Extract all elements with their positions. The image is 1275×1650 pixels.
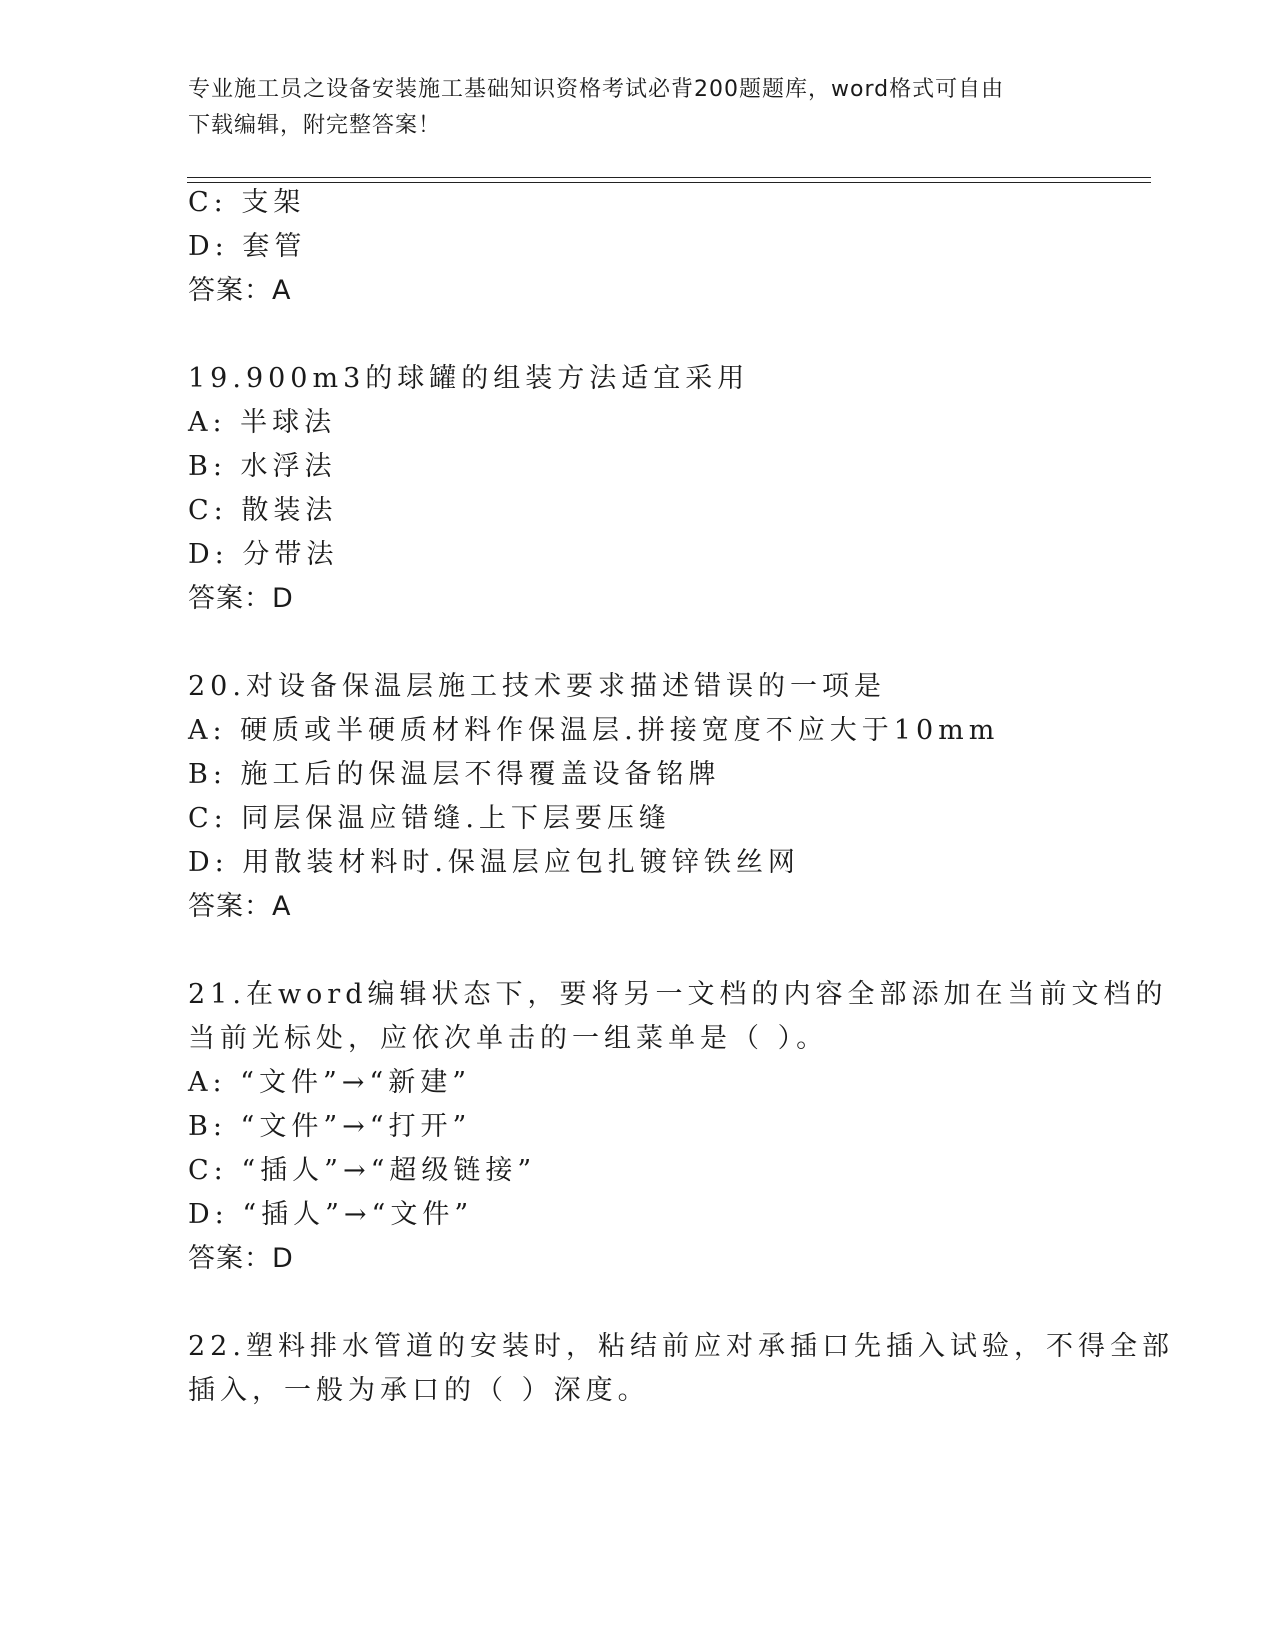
- header-line-2: 下载编辑，附完整答案！: [188, 113, 442, 138]
- q22-stem-line-2: 插入，一般为承口的（ ）深度。: [188, 1375, 650, 1406]
- header-line-1: 专业施工员之设备安装施工基础知识资格考试必背200题题库，word格式可自由: [188, 77, 1005, 102]
- q19-option-b: B: 水浮法: [188, 451, 337, 482]
- q21-option-a: A: “文件”→“新建”: [188, 1067, 472, 1098]
- q19-stem: 19.900m3的球罐的组装方法适宜采用: [188, 363, 750, 394]
- document-header: [188, 72, 1088, 144]
- q21-answer: 答案：D: [188, 1243, 294, 1274]
- q22-stem-line-1: 22.塑料排水管道的安装时，粘结前应对承插口先插入试验，不得全部: [188, 1331, 1174, 1362]
- q21-option-d: D: “插人”→“文件”: [188, 1199, 474, 1230]
- q21-stem-line-2: 当前光标处，应依次单击的一组菜单是（ ）。: [188, 1023, 829, 1054]
- q19-answer: 答案：D: [188, 583, 294, 614]
- q20-option-b: B: 施工后的保温层不得覆盖设备铭牌: [188, 759, 721, 790]
- header-divider-bottom: [187, 182, 1151, 183]
- q19-option-d: D: 分带法: [188, 539, 339, 570]
- q20-option-a: A: 硬质或半硬质材料作保温层.拼接宽度不应大于10mm: [188, 715, 1000, 746]
- q20-stem: 20.对设备保温层施工技术要求描述错误的一项是: [188, 671, 886, 702]
- q20-option-c: C: 同层保温应错缝.上下层要压缝: [188, 803, 671, 834]
- q21-option-b: B: “文件”→“打开”: [188, 1111, 472, 1142]
- q18-option-c: C: 支架: [188, 187, 306, 218]
- q19-option-c: C: 散装法: [188, 495, 338, 526]
- q20-option-d: D: 用散装材料时.保温层应包扎镀锌铁丝网: [188, 847, 800, 878]
- q20-answer: 答案：A: [188, 891, 292, 922]
- header-divider-top: [187, 177, 1151, 178]
- q19-option-a: A: 半球法: [188, 407, 337, 438]
- q21-option-c: C: “插人”→“超级链接”: [188, 1155, 537, 1186]
- q18-answer: 答案：A: [188, 275, 292, 306]
- q18-option-d: D: 套管: [188, 231, 307, 262]
- q21-stem-line-1: 21.在word编辑状态下，要将另一文档的内容全部添加在当前文档的: [188, 979, 1168, 1010]
